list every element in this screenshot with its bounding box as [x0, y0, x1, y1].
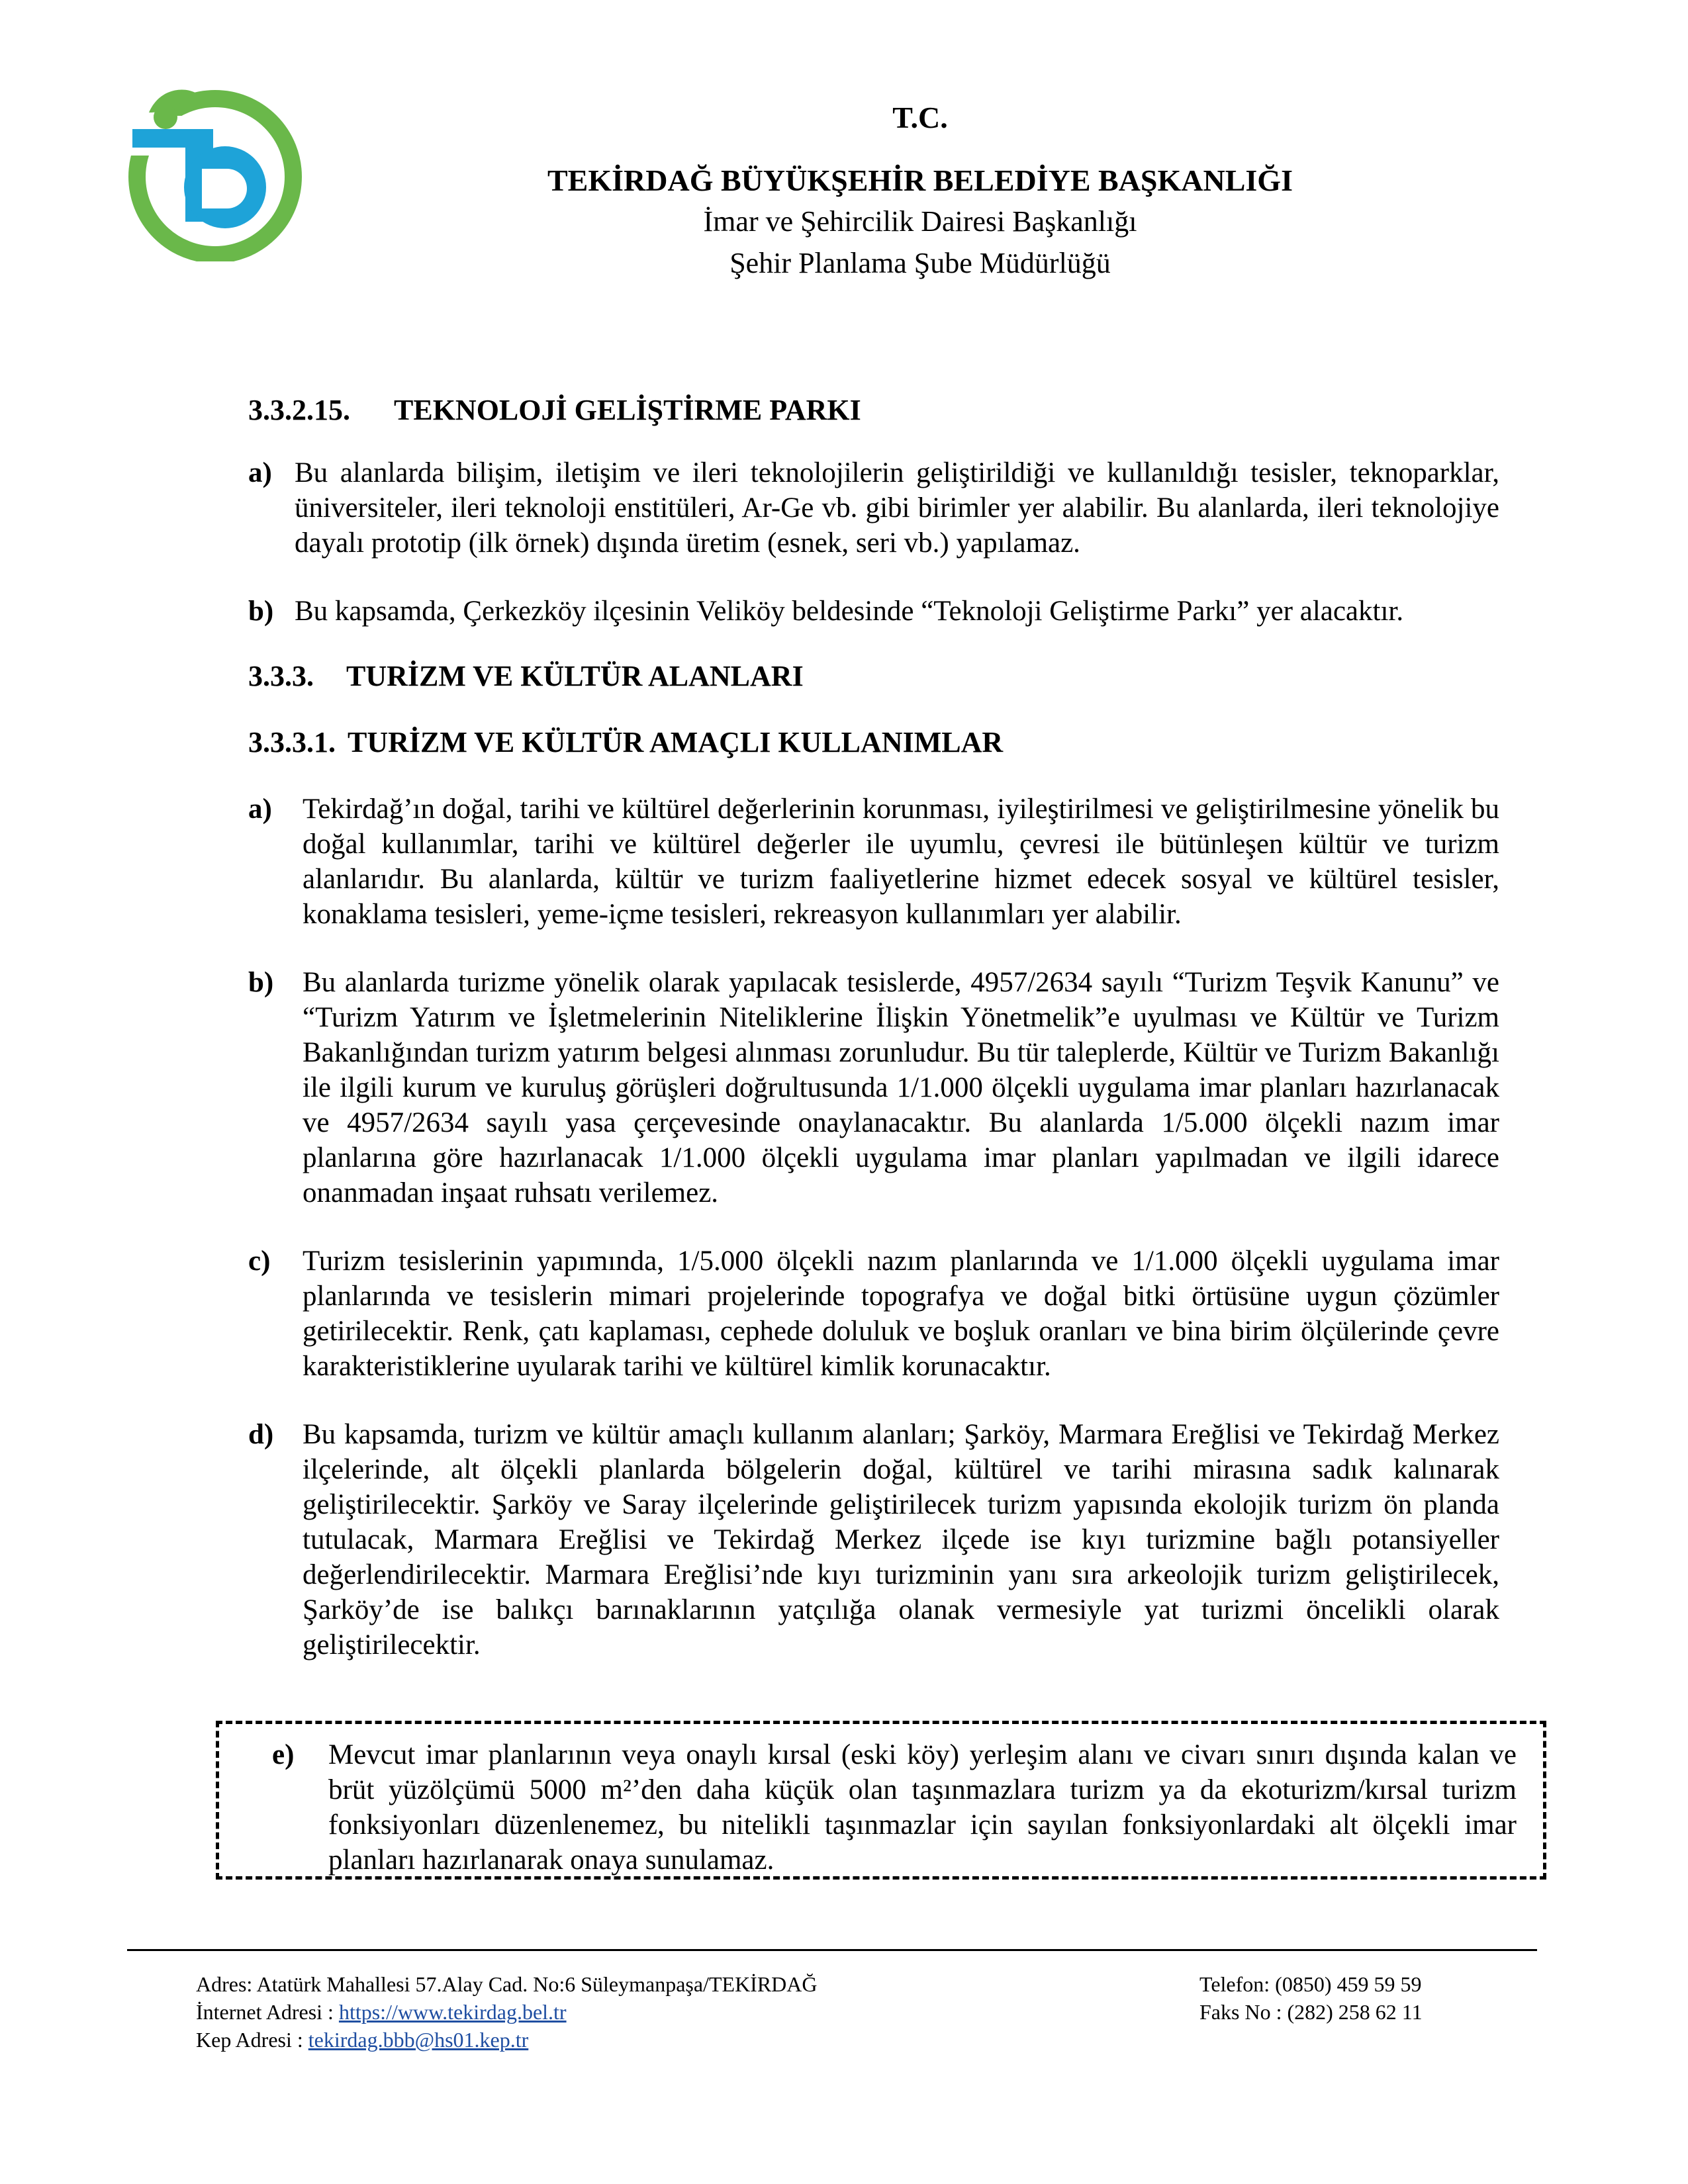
- website-link[interactable]: https://www.tekirdag.bel.tr: [338, 2000, 567, 2024]
- item-text: Bu alanlarda bilişim, iletişim ve ileri teknolojilerin geliştirildiği ve kullanıldığı tesisler, teknoparklar, üniversiteler, ileri teknoloji enstitüleri, Ar-Ge vb. gibi birimler yer alabilir. Bu alanlarda, ileri teknolojiye dayalı prototip (ilk örnek) dışında üretim (esnek, seri vb.) yapılamaz.: [295, 457, 1499, 559]
- footer-contact-left: [196, 1970, 818, 2054]
- footer-internet: [196, 1998, 818, 2026]
- list-item: [248, 1244, 1499, 1384]
- kep-link[interactable]: tekirdag.bbb@hs01.kep.tr: [308, 2028, 529, 2052]
- item-text: Mevcut imar planlarının veya onaylı kırsal (eski köy) yerleşim alanı ve civarı sınırı dışında kalan ve brüt yüzölçümü 5000 m²’den daha küçük olan taşınmazlara turizm ya da ekoturizm/kırsal turizm fonksiyonları düzenlenemez, bu nitelikli taşınmazlar için sayılan fonksiyonlardaki alt ölçekli imar planları hazırlanarak onaya sunulamaz.: [328, 1739, 1517, 1876]
- item-text: Bu kapsamda, Çerkezköy ilçesinin Veliköy beldesinde “Teknoloji Geliştirme Parkı” yer alacaktır.: [295, 596, 1404, 627]
- section-heading-tgp: [248, 390, 1499, 430]
- header-tc: T.C.: [892, 101, 948, 134]
- section-heading-turizm: [248, 657, 1499, 696]
- item-label: a): [248, 457, 272, 488]
- item-label: b): [248, 967, 274, 998]
- list-item: [248, 1417, 1499, 1662]
- item-label: d): [248, 1419, 274, 1450]
- list-item: [248, 965, 1499, 1210]
- footer-fax: Faks No : (282) 258 62 11: [1199, 2000, 1423, 2024]
- municipality-logo: [122, 76, 308, 261]
- section-heading-turizm-kullanim: [248, 723, 1499, 762]
- footer-kep: [196, 2026, 818, 2054]
- section-number: 3.3.3.1.: [248, 726, 336, 758]
- footer-address: Adres: Atatürk Mahallesi 57.Alay Cad. No:6 Süleymanpaşa/TEKİRDAĞ: [196, 1972, 818, 1996]
- footer-internet-label: İnternet Adresi :: [196, 2000, 339, 2024]
- section-title: TURİZM VE KÜLTÜR ALANLARI: [346, 660, 804, 692]
- item-label: e): [272, 1739, 295, 1770]
- header-unit: Şehir Planlama Şube Müdürlüğü: [729, 247, 1111, 279]
- header-organization: TEKİRDAĞ BÜYÜKŞEHİR BELEDİYE BAŞKANLIĞI: [547, 163, 1293, 197]
- list-item: [248, 594, 1499, 629]
- footer-kep-label: Kep Adresi :: [196, 2028, 308, 2052]
- list-item: [248, 792, 1499, 932]
- item-label: a): [248, 794, 272, 825]
- document-body: [248, 390, 1499, 1662]
- item-label: b): [248, 596, 274, 627]
- list-item: [248, 455, 1499, 561]
- section-title: TEKNOLOJİ GELİŞTİRME PARKI: [394, 394, 861, 426]
- item-label: c): [248, 1246, 271, 1277]
- item-text: Bu alanlarda turizme yönelik olarak yapılacak tesislerde, 4957/2634 sayılı “Turizm Teşvik Kanunu” ve “Turizm Yatırım ve İşletmelerinin Niteliklerine İlişkin Yönetmelik”e uyulması ve Kültür ve Turizm Bakanlığından turizm yatırım belgesi alınması zorunludur. Bu tür taleplerde, Kültür ve Turizm Bakanlığı ile ilgili kurum ve kuruluş görüşleri doğrultusunda 1/1.000 ölçekli uygulama imar planları hazırlanacak ve 4957/2634 sayılı yasa çerçevesinde onaylanacaktır. Bu alanlarda 1/5.000 ölçekli nazım imar planlarına göre hazırlanacak 1/1.000 ölçekli uygulama imar planları yapılmadan ve ilgili idarece onanmadan inşaat ruhsatı verilemez.: [303, 967, 1499, 1208]
- list-item: [272, 1737, 1517, 1878]
- highlighted-item-box: [216, 1721, 1546, 1880]
- item-text: Tekirdağ’ın doğal, tarihi ve kültürel değerlerinin korunması, iyileştirilmesi ve geliştirilmesine yönelik bu doğal kullanımlar, tarihi ve kültürel değerler ile uyumlu, çevresi ile bütünleşen kültür ve turizm alanlarıdır. Bu alanlarda, kültür ve turizm faaliyetlerine hizmet edecek sosyal ve kültürel tesisler, konaklama tesisleri, yeme-içme tesisleri, rekreasyon kullanımları yer alabilir.: [303, 794, 1499, 930]
- footer-phone: Telefon: (0850) 459 59 59: [1199, 1972, 1422, 1996]
- footer-divider: [127, 1949, 1537, 1951]
- item-text: Turizm tesislerinin yapımında, 1/5.000 ölçekli nazım planlarında ve 1/1.000 ölçekli uygulama imar planlarında ve tesislerin mimari projelerinde topografya ve doğal bitki örtüsüne uygun çözümler getirilecektir. Renk, çatı kaplaması, cephede doluluk ve boşluk oranları ve bina birim ölçülerinde çevre karakteristiklerine uyularak tarihi ve kültürel kimlik korunacaktır.: [303, 1246, 1499, 1382]
- section-number: 3.3.2.15.: [248, 394, 350, 426]
- section-title: TURİZM VE KÜLTÜR AMAÇLI KULLANIMLAR: [348, 726, 1004, 758]
- footer-contact-right: [1199, 1970, 1423, 2026]
- item-text: Bu kapsamda, turizm ve kültür amaçlı kullanım alanları; Şarköy, Marmara Ereğlisi ve Tekirdağ Merkez ilçelerinde, alt ölçekli planlarda bölgelerin doğal, kültürel ve tarihi mirasına sadık kalınarak geliştirilecektir. Şarköy ve Saray ilçelerinde geliştirilecek turizm yapısında ekolojik turizm ön planda tutulacak, Marmara Ereğlisi ve Tekirdağ Merkez ilçede ise kıyı turizmine bağlı potansiyeller değerlendirilecektir. Marmara Ereğlisi’nde kıyı turizminin yanı sıra arkeolojik turizm geliştirilecek, Şarköy’de ise balıkçı barınaklarının yatçılığa olanak vermesiyle yat turizmi öncelikli olarak geliştirilecektir.: [303, 1419, 1499, 1661]
- section-number: 3.3.3.: [248, 660, 314, 692]
- header-department: İmar ve Şehircilik Dairesi Başkanlığı: [703, 205, 1137, 238]
